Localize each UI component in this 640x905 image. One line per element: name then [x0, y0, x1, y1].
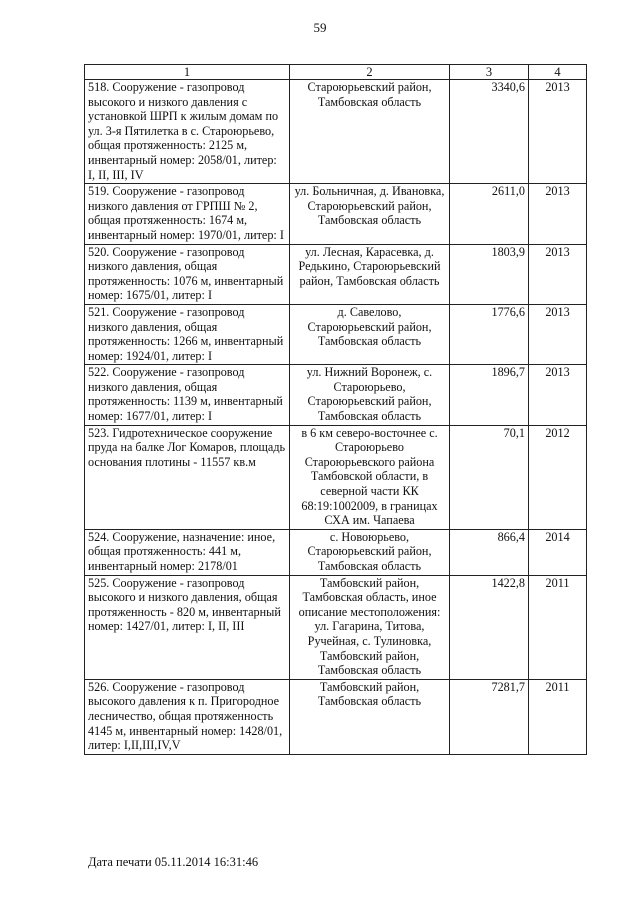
item-location: ул. Нижний Воронеж, с. Староюрьево, Староюрьевский район, Тамбовская область [290, 365, 450, 425]
table-row [85, 575, 587, 679]
table-row [85, 244, 587, 304]
table-row [85, 80, 587, 184]
item-description: 520. Сооружение - газопровод низкого давления, общая протяженность: 1076 м, инвентарный номер: 1675/01, литер: I [85, 244, 290, 304]
column-header-3: 3 [450, 65, 529, 80]
item-value: 1896,7 [450, 365, 529, 425]
item-value: 866,4 [450, 529, 529, 575]
item-value: 3340,6 [450, 80, 529, 184]
table-row [85, 425, 587, 529]
item-description: 522. Сооружение - газопровод низкого давления, общая протяженность: 1139 м, инвентарный номер: 1677/01, литер: I [85, 365, 290, 425]
item-description: 519. Сооружение - газопровод низкого давления от ГРПШ № 2, общая протяженность: 1674 м, инвентарный номер: 1970/01, литер: I [85, 184, 290, 244]
item-value: 1776,6 [450, 304, 529, 364]
item-description: 518. Сооружение - газопровод высокого и низкого давления с установкой ШРП к жилым домам по ул. 3-я Пятилетка в с. Староюрьево, общая протяженность: 2125 м, инвентарный номер: 2058/01, литер: I, II, III, IV [85, 80, 290, 184]
item-location: Тамбовский район, Тамбовская область, иное описание местоположения: ул. Гагарина, Титова, Ручейная, с. Тулиновка, Тамбовский район, Тамбовская область [290, 575, 450, 679]
item-year: 2013 [529, 244, 587, 304]
item-year: 2011 [529, 575, 587, 679]
item-value: 70,1 [450, 425, 529, 529]
item-year: 2014 [529, 529, 587, 575]
print-date: Дата печати 05.11.2014 16:31:46 [88, 855, 259, 869]
item-description: 525. Сооружение - газопровод высокого и низкого давления, общая протяженность - 820 м, инвентарный номер: 1427/01, литер: I, II, III [85, 575, 290, 679]
item-year: 2012 [529, 425, 587, 529]
column-header-4: 4 [529, 65, 587, 80]
column-header-2: 2 [290, 65, 450, 80]
item-value: 1422,8 [450, 575, 529, 679]
item-location: д. Савелово, Староюрьевский район, Тамбовская область [290, 304, 450, 364]
page-number: 59 [313, 20, 327, 35]
item-value: 1803,9 [450, 244, 529, 304]
item-description: 521. Сооружение - газопровод низкого давления, общая протяженность: 1266 м, инвентарный номер: 1924/01, литер: I [85, 304, 290, 364]
table-row [85, 679, 587, 754]
item-location: Тамбовский район, Тамбовская область [290, 679, 450, 754]
item-value: 7281,7 [450, 679, 529, 754]
item-description: 524. Сооружение, назначение: иное, общая протяженность: 441 м, инвентарный номер: 2178/01 [85, 529, 290, 575]
item-location: ул. Лесная, Карасевка, д. Редькино, Староюрьевский район, Тамбовская область [290, 244, 450, 304]
item-description: 523. Гидротехническое сооружение пруда на балке Лог Комаров, площадь основания плотины - 11557 кв.м [85, 425, 290, 529]
table-row [85, 184, 587, 244]
item-description: 526. Сооружение - газопровод высокого давления к п. Пригородное лесничество, общая протяженность 4145 м, инвентарный номер: 1428/01, литер: I,II,III,IV,V [85, 679, 290, 754]
item-year: 2011 [529, 679, 587, 754]
item-year: 2013 [529, 304, 587, 364]
item-year: 2013 [529, 80, 587, 184]
item-location: с. Новоюрьево, Староюрьевский район, Тамбовская область [290, 529, 450, 575]
table-header-row [85, 65, 587, 80]
property-table [84, 64, 587, 755]
item-location: Староюрьевский район, Тамбовская область [290, 80, 450, 184]
table-row [85, 365, 587, 425]
column-header-1: 1 [85, 65, 290, 80]
item-value: 2611,0 [450, 184, 529, 244]
item-year: 2013 [529, 184, 587, 244]
table-row [85, 529, 587, 575]
item-location: в 6 км северо-восточнее с. Староюрьево Староюрьевского района Тамбовской области, в северной части КК 68:19:1002009, в границах СХА им. Чапаева [290, 425, 450, 529]
item-year: 2013 [529, 365, 587, 425]
table-row [85, 304, 587, 364]
item-location: ул. Больничная, д. Ивановка, Староюрьевский район, Тамбовская область [290, 184, 450, 244]
